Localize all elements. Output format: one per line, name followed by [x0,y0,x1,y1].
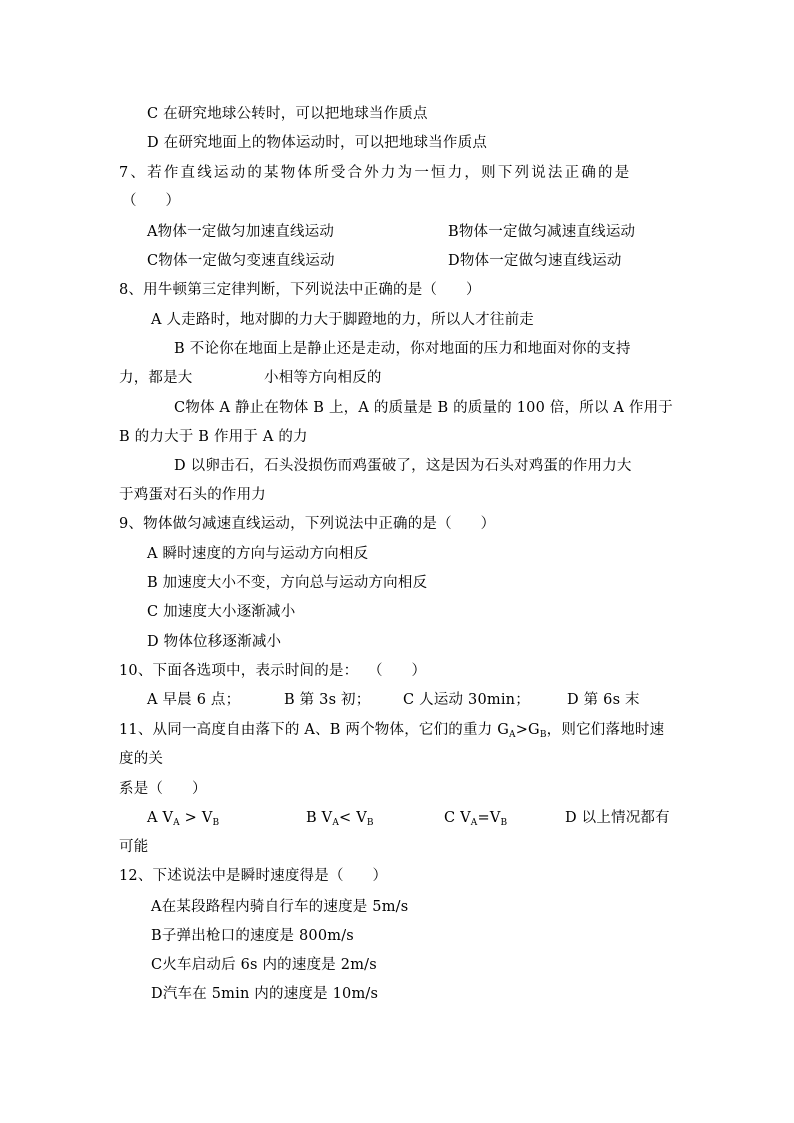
q10-option-c: C 人运动 30min； [403,692,530,708]
q11-option-c: C $V_A=V_B$ [444,810,508,828]
q7-option-b: B物体一定做匀减速直线运动 [448,224,636,240]
q7-option-d: D物体一定做匀速直线运动 [448,253,622,269]
q11-option-d-line2: 可能 [119,839,149,855]
q12-option-a: A在某段路程内骑自行车的速度是 5m/s [151,899,409,915]
q8-option-d-line1: D 以卵击石，石头没损伤而鸡蛋破了，这是因为石头对鸡蛋的作用力大 [174,458,632,474]
q12-option-b: B子弹出枪口的速度是 800m/s [151,928,354,944]
q11-stem-line2: 度的关 [119,751,164,767]
q8-option-b-line1: B 不论你在地面上是静止还是走动，你对地面的压力和地面对你的支持 [174,341,631,357]
q12-option-c: C火车启动后 6s 内的速度是 2m/s [151,957,377,973]
q8-option-c-line2: B 的力大于 B 作用于 A 的力 [119,429,308,445]
q10-option-a: A 早晨 6 点； [147,692,241,708]
q8-option-b-line2b: 小相等方向相反的 [264,370,382,386]
q9-option-a: A 瞬时速度的方向与运动方向相反 [147,546,369,562]
q11-option-a: A $V_A > V_B$ [147,810,220,828]
q10-stem: 10、下面各选项中，表示时间的是： （ ） [119,663,427,679]
q12-stem: 12、下述说法中是瞬时速度得是（ ） [119,868,388,884]
q9-option-b: B 加速度大小不变，方向总与运动方向相反 [147,575,428,591]
q9-option-d: D 物体位移逐渐减小 [147,634,282,650]
q11-stem-line3: 系是（ ） [119,781,207,797]
q11-option-d-line1: D 以上情况都有 [565,810,670,826]
q7-option-a: A物体一定做匀加速直线运动 [147,224,335,240]
q12-option-d: D汽车在 5min 内的速度是 10m/s [151,986,379,1002]
q8-stem: 8、用牛顿第三定律判断，下列说法中正确的是（ ） [119,282,481,298]
q9-option-c: C 加速度大小逐渐减小 [147,604,296,620]
q6-option-c: C 在研究地球公转时，可以把地球当作质点 [147,106,428,122]
q7-stem: 7、若作直线运动的某物体所受合外力为一恒力，则下列说法正确的是 [119,165,632,181]
q9-stem: 9、物体做匀减速直线运动，下列说法中正确的是（ ） [119,516,496,532]
q8-option-b-line2a: 力，都是大 [119,370,193,386]
q7-answer-blank: （ ） [122,193,181,209]
q11-stem-line1: 11、从同一高度自由落下的 A、B 两个物体，它们的重力 $G_A>G_B$，则它们落地时速 [119,722,665,740]
q8-option-c-line1: C物体 A 静止在物体 B 上，A 的质量是 B 的质量的 100 倍，所以 A 作用于 [174,400,673,416]
q7-option-c: C物体一定做匀变速直线运动 [147,253,335,269]
q10-option-b: B 第 3s 初； [284,692,371,708]
q8-option-a: A 人走路时，地对脚的力大于脚蹬地的力，所以人才往前走 [151,312,534,328]
q11-option-b: B $V_A< V_B$ [306,810,374,828]
q10-option-d: D 第 6s 末 [567,692,640,708]
q8-option-d-line2: 于鸡蛋对石头的作用力 [119,487,266,503]
q6-option-d: D 在研究地面上的物体运动时，可以把地球当作质点 [147,135,488,151]
